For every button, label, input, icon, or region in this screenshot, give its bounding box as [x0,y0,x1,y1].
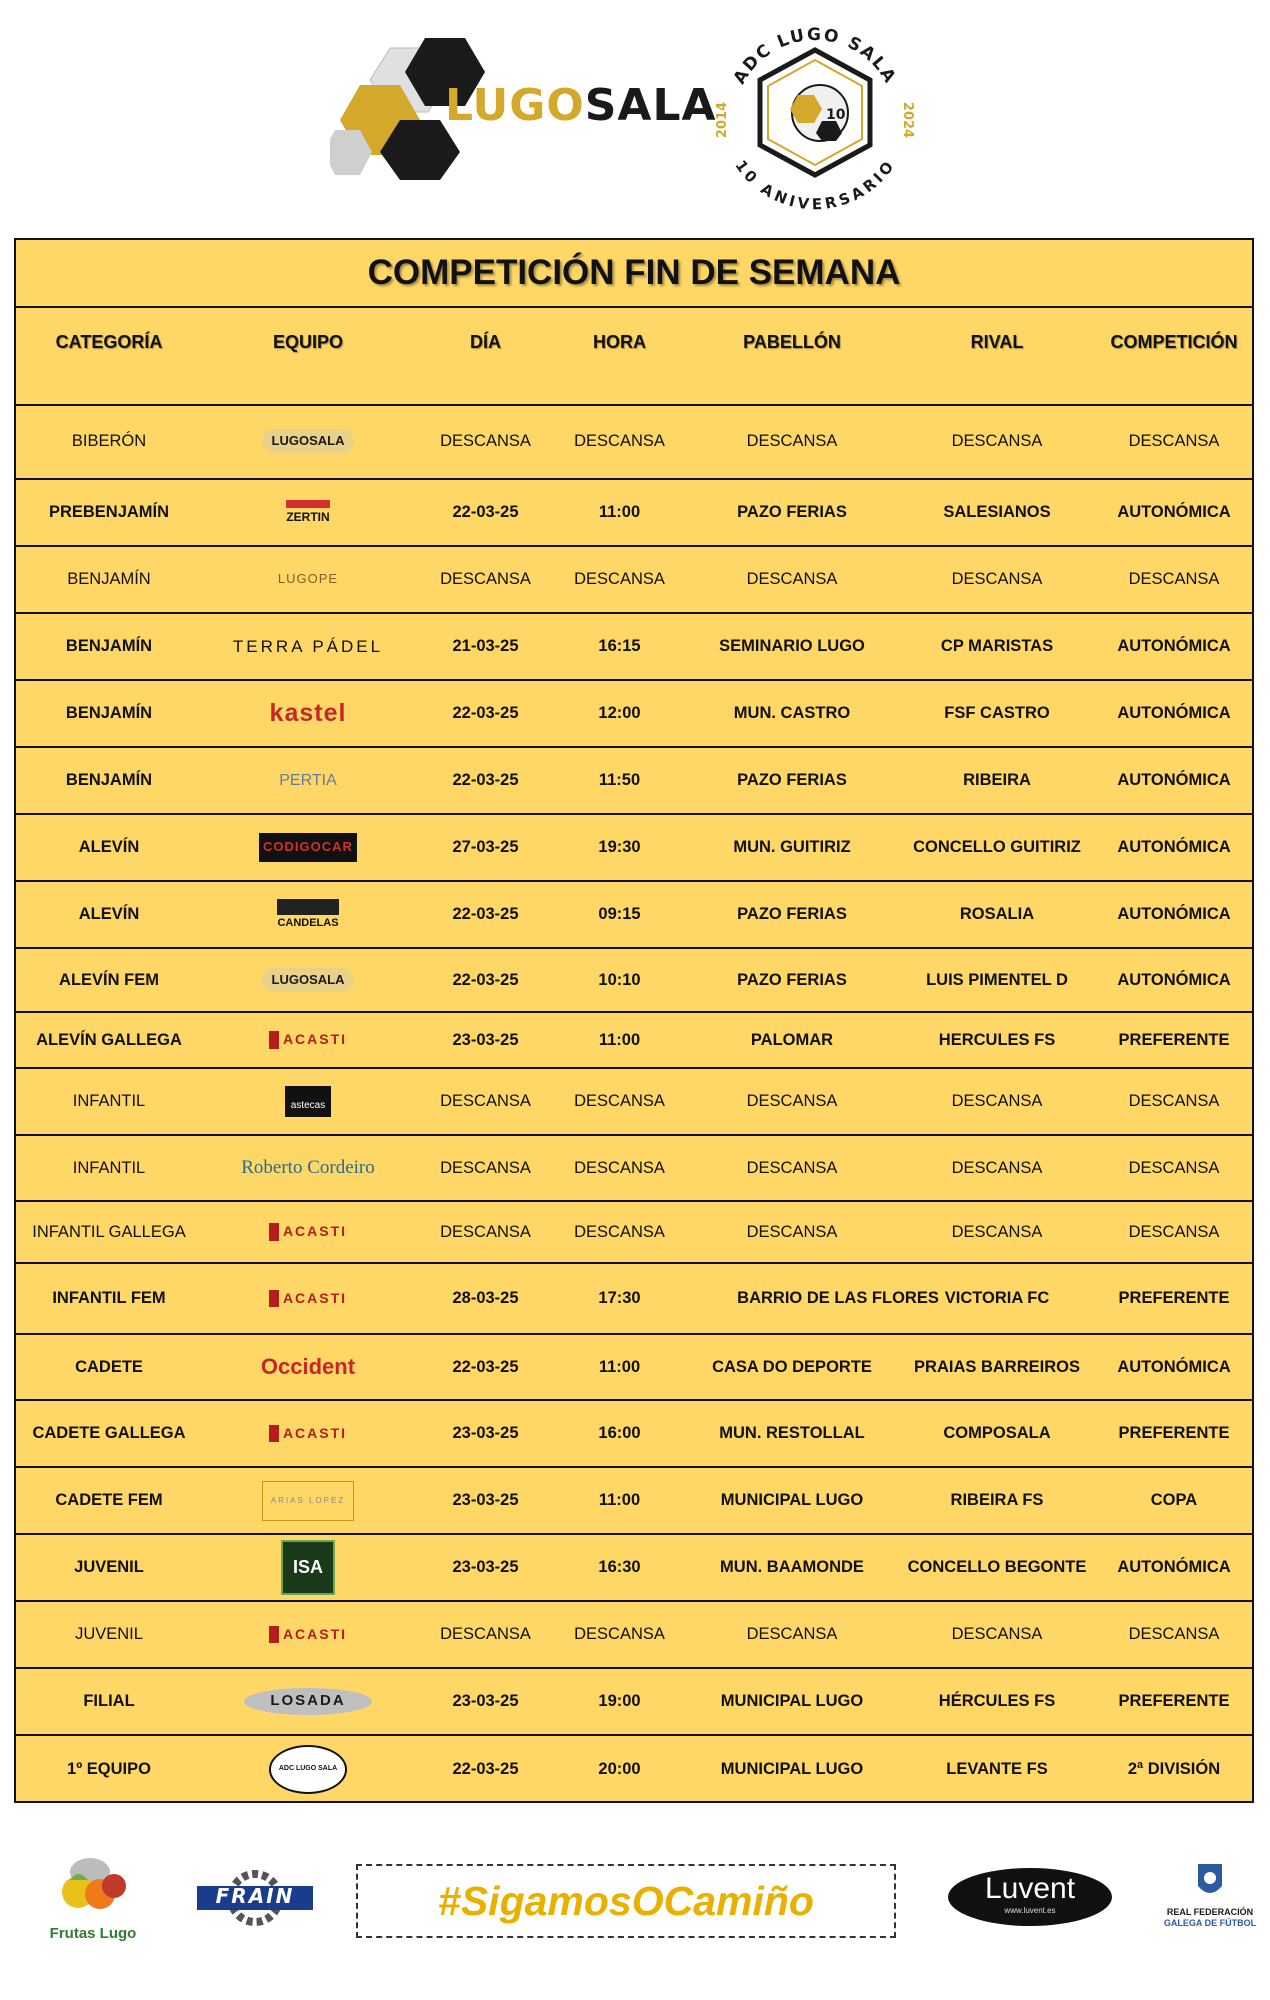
cell-rival: RIBEIRA [963,771,1031,790]
cell-categoria: CADETE [75,1357,143,1376]
sponsor-name: kastel [269,698,347,727]
cell-hora: 10:10 [598,970,641,989]
rfgf-line1: REAL FEDERACIÓN [1166,1907,1254,1917]
cell-pabellon: DESCANSA [746,1158,838,1177]
sponsor-name: ISA [281,1540,335,1595]
lugosala-logo [330,30,717,180]
cell-rival: HÉRCULES FS [938,1692,1056,1711]
cell-pabellon: PAZO FERIAS [737,771,847,790]
cell-competicion: PREFERENTE [1118,1692,1230,1711]
cell-dia: 23-03-25 [452,1030,519,1049]
table-row [16,480,1252,547]
table-row [16,815,1252,882]
cell-equipo [202,614,414,679]
lugosala-wordmark [445,80,717,131]
sponsor-name: ACASTI [269,1290,347,1308]
col-header-hora: HORA [593,331,646,352]
luvent-url: www.luvent.es [1004,1906,1056,1915]
cell-dia: DESCANSA [440,1625,531,1644]
table-row [16,1602,1252,1669]
cell-categoria: INFANTIL [72,1158,146,1177]
cell-competicion: AUTONÓMICA [1117,637,1231,656]
cell-pabellon: DESCANSA [746,431,838,450]
cell-competicion: DESCANSA [1128,1092,1220,1111]
sponsor-name: ADC LUGO SALA [269,1745,347,1794]
cell-competicion: DESCANSA [1128,1222,1220,1241]
cell-hora: 11:00 [598,1357,641,1376]
cell-rival: CONCELLO BEGONTE [907,1558,1087,1577]
team-sponsor-logo [202,547,414,612]
cell-pabellon: DESCANSA [746,1092,838,1111]
cell-hora: 11:00 [598,1030,641,1049]
shield-icon [1160,1862,1260,1902]
cell-categoria: BIBERÓN [71,431,147,450]
col-header-equipo: EQUIPO [272,331,343,352]
cell-equipo [202,815,414,880]
team-sponsor-logo [202,1736,414,1803]
sponsor-name: LUGOSALA [262,429,355,453]
cell-dia: DESCANSA [440,1092,531,1111]
cell-hora: 20:00 [598,1760,641,1779]
cell-rival: ROSALIA [959,905,1035,924]
team-sponsor-logo [202,1136,414,1200]
cell-dia: DESCANSA [440,1222,531,1241]
cell-pabellon: PAZO FERIAS [737,970,847,989]
sponsor-name: CODIGOCAR [259,833,357,861]
cell-hora: DESCANSA [574,1092,665,1111]
cell-categoria: INFANTIL GALLEGA [32,1222,186,1241]
cell-pabellon: CASA DO DEPORTE [712,1357,872,1376]
cell-rival: DESCANSA [951,431,1043,450]
cell-rival: CONCELLO GUITIRIZ [913,838,1081,857]
cell-dia: 23-03-25 [452,1491,519,1510]
cell-equipo [202,1602,414,1667]
cell-rival: FSF CASTRO [944,704,1050,723]
sponsor-name: ACASTI [269,1223,347,1241]
cell-dia: 23-03-25 [452,1558,519,1577]
table-row [16,748,1252,815]
cell-dia: 22-03-25 [452,503,519,522]
cell-competicion: AUTONÓMICA [1117,970,1231,989]
fruit-icon [48,1850,138,1920]
col-header-competicion: COMPETICIÓN [1110,331,1238,352]
anniv-top-text: ADC LUGO SALA [729,24,901,88]
sponsor-name: LOSADA [244,1688,371,1715]
table-row [16,882,1252,949]
cell-competicion: PREFERENTE [1118,1424,1230,1443]
cell-equipo [202,748,414,813]
sponsor-name: LUGOSALA [262,968,355,992]
cell-pabellon: SEMINARIO LUGO [719,637,865,656]
cell-hora: 11:50 [598,771,641,790]
table-row [16,1264,1252,1335]
cell-rival: VICTORIA FC [944,1289,1050,1308]
table-header [16,306,1252,406]
cell-categoria: JUVENIL [75,1625,143,1644]
table-row [16,1736,1252,1803]
cell-rival: LUIS PIMENTEL D [926,970,1068,989]
table-row [16,1013,1252,1069]
cell-hora: 16:00 [598,1424,641,1443]
cell-pabellon: MUNICIPAL LUGO [720,1692,864,1711]
frutas-lugo-logo [48,1850,138,1950]
sponsor-name: ZERTIN [286,500,329,525]
cell-equipo [202,1013,414,1067]
cell-equipo [202,1736,414,1803]
board-title: COMPETICIÓN FIN DE SEMANA [16,240,1252,308]
sponsor-name: TERRA PÁDEL [232,636,384,656]
col-header-rival: RIVAL [970,331,1024,352]
cell-rival: HERCULES FS [938,1030,1056,1049]
cell-pabellon: DESCANSA [746,1222,838,1241]
cell-dia: DESCANSA [440,570,531,589]
table-row [16,1069,1252,1136]
team-sponsor-logo [202,949,414,1011]
sponsor-name: Roberto Cordeiro [241,1157,375,1179]
cell-hora: DESCANSA [574,431,665,450]
cell-equipo [202,1401,414,1466]
cell-rival: SALESIANOS [943,503,1051,522]
team-sponsor-logo [202,1401,414,1466]
cell-equipo [202,1264,414,1333]
cell-equipo [202,547,414,612]
cell-hora: DESCANSA [574,1222,665,1241]
cell-pabellon: BARRIO DE LAS FLORES [737,1289,939,1308]
cell-competicion: AUTONÓMICA [1117,1357,1231,1376]
cell-categoria: ALEVÍN [78,838,140,857]
rfgf-logo [1160,1862,1260,1952]
cell-categoria: ALEVÍN [78,905,140,924]
table-row [16,1468,1252,1535]
sponsor-name: astecas [285,1086,331,1117]
cell-dia: 22-03-25 [452,905,519,924]
cell-hora: 09:15 [598,905,641,924]
cell-competicion: AUTONÓMICA [1117,1558,1231,1577]
cell-competicion: AUTONÓMICA [1117,905,1231,924]
team-sponsor-logo [202,1602,414,1667]
cell-pabellon: MUNICIPAL LUGO [720,1760,864,1779]
cell-hora: 11:00 [598,1491,641,1510]
team-sponsor-logo [202,1013,414,1067]
col-header-pabellon: PABELLÓN [743,331,841,352]
cell-pabellon: PALOMAR [750,1030,834,1049]
hashtag-banner: #SigamosOCamiño [356,1864,896,1938]
cell-equipo [202,681,414,746]
cell-hora: 16:15 [598,637,641,656]
cell-pabellon: MUN. BAAMONDE [720,1558,864,1577]
col-header-dia: DÍA [470,331,501,352]
table-row [16,614,1252,681]
cell-competicion: COPA [1150,1491,1198,1510]
cell-rival: DESCANSA [951,570,1043,589]
cell-hora: 19:30 [598,838,641,857]
cell-dia: 22-03-25 [452,1760,519,1779]
cell-dia: 21-03-25 [452,637,519,656]
cell-rival: DESCANSA [951,1625,1043,1644]
cell-equipo [202,1202,414,1262]
anniv-year-left: 2014 [715,101,730,139]
team-sponsor-logo [202,882,414,947]
cell-equipo [202,404,414,478]
cell-pabellon: PAZO FERIAS [737,905,847,924]
cell-rival: PRAIAS BARREIROS [914,1357,1080,1376]
team-sponsor-logo [202,815,414,880]
table-row [16,681,1252,748]
cell-pabellon: DESCANSA [746,570,838,589]
cell-hora: 11:00 [598,503,641,522]
luvent-label: Luvent [984,1872,1076,1905]
team-sponsor-logo [202,1335,414,1399]
cell-rival: DESCANSA [951,1222,1043,1241]
cell-competicion: DESCANSA [1128,570,1220,589]
table-row [16,1335,1252,1401]
anniversary-logo [710,15,920,215]
cell-hora: 19:00 [598,1692,641,1711]
cell-rival: RIBEIRA FS [950,1491,1044,1510]
cell-equipo [202,1136,414,1200]
brand-sala: SALA [584,80,717,131]
cell-competicion: PREFERENTE [1118,1030,1230,1049]
sponsor-name: ACASTI [269,1031,347,1049]
team-sponsor-logo [202,1669,414,1734]
rfgf-line2: GALEGA DE FÚTBOL [1163,1917,1257,1928]
cell-categoria: INFANTIL FEM [52,1289,166,1308]
brand-lugo: LUGO [445,80,585,131]
team-sponsor-logo [202,1264,414,1333]
cell-pabellon: MUN. CASTRO [733,704,851,723]
table-row [16,1136,1252,1202]
page-header [0,0,1270,230]
anniv-number: 10 [826,107,846,123]
cell-categoria: BENJAMÍN [65,771,153,790]
cell-competicion: 2ª DIVISIÓN [1127,1760,1221,1779]
table-row [16,949,1252,1013]
cell-categoria: ALEVÍN GALLEGA [36,1030,182,1049]
cell-categoria: FILIAL [83,1692,135,1711]
cell-competicion: DESCANSA [1128,1158,1220,1177]
cell-dia: 27-03-25 [452,838,519,857]
team-sponsor-logo [202,1069,414,1134]
cell-rival: LEVANTE FS [946,1760,1048,1779]
cell-categoria: ALEVÍN FEM [59,970,159,989]
cell-categoria: PREBENJAMÍN [48,503,170,522]
table-row [16,1535,1252,1602]
cell-dia: 23-03-25 [452,1424,519,1443]
anniv-year-right: 2024 [900,101,915,139]
cell-categoria: BENJAMÍN [65,704,153,723]
cell-pabellon: PAZO FERIAS [737,503,847,522]
cell-categoria: BENJAMÍN [65,637,153,656]
cell-competicion: PREFERENTE [1118,1289,1230,1308]
cell-hora: DESCANSA [574,1158,665,1177]
cell-categoria: CADETE GALLEGA [32,1424,186,1443]
cell-dia: DESCANSA [440,1158,531,1177]
schedule-board [14,238,1254,1803]
cell-pabellon: MUNICIPAL LUGO [720,1491,864,1510]
table-row [16,1669,1252,1736]
cell-equipo [202,1535,414,1600]
cell-equipo [202,1335,414,1399]
cell-dia: 22-03-25 [452,771,519,790]
cell-rival: COMPOSALA [943,1424,1051,1443]
cell-dia: DESCANSA [440,431,531,450]
cell-competicion: AUTONÓMICA [1117,771,1231,790]
cell-categoria: INFANTIL [72,1092,146,1111]
cell-equipo [202,1669,414,1734]
luvent-logo [945,1866,1115,1936]
cell-dia: 22-03-25 [452,704,519,723]
team-sponsor-logo [202,748,414,813]
sponsor-name: PERTIA [279,771,337,789]
sponsor-name: Occident [260,1354,356,1380]
cell-competicion: DESCANSA [1128,431,1220,450]
cell-dia: 23-03-25 [452,1692,519,1711]
frain-label: FRAIN [215,1884,295,1908]
team-sponsor-logo [202,404,414,478]
team-sponsor-logo [202,1468,414,1533]
cell-competicion: AUTONÓMICA [1117,704,1231,723]
cell-competicion: AUTONÓMICA [1117,503,1231,522]
sponsor-name: ACASTI [269,1425,347,1443]
cell-hora: DESCANSA [574,1625,665,1644]
sponsor-name: ACASTI [269,1626,347,1644]
cell-dia: 22-03-25 [452,1357,519,1376]
cell-categoria: BENJAMÍN [67,570,151,589]
cell-hora: 12:00 [598,704,641,723]
team-sponsor-logo [202,1535,414,1600]
cell-categoria: CADETE FEM [55,1491,163,1510]
team-sponsor-logo [202,480,414,545]
cell-competicion: DESCANSA [1128,1625,1220,1644]
team-sponsor-logo [202,614,414,679]
cell-rival: CP MARISTAS [940,637,1054,656]
team-sponsor-logo [202,1202,414,1262]
cell-equipo [202,1468,414,1533]
cell-competicion: AUTONÓMICA [1117,838,1231,857]
cell-hora: DESCANSA [574,570,665,589]
cell-categoria: JUVENIL [74,1558,144,1577]
cell-dia: 22-03-25 [452,970,519,989]
cell-equipo [202,882,414,947]
table-row [16,547,1252,614]
anniv-bottom-text: 10 ANIVERSARIO [731,156,899,214]
sponsor-name: CANDELAS [277,899,338,931]
frain-logo [195,1868,315,1928]
table-row [16,1202,1252,1264]
col-header-categoria: CATEGORÍA [55,331,163,352]
sponsor-name: ARIAS LOPEZ [262,1481,354,1521]
page-footer [0,1820,1270,2000]
cell-pabellon: MUN. GUITIRIZ [733,838,851,857]
table-row [16,404,1252,480]
cell-hora: 16:30 [598,1558,641,1577]
team-sponsor-logo [202,681,414,746]
cell-pabellon: MUN. RESTOLLAL [719,1424,865,1443]
cell-categoria: 1º EQUIPO [67,1760,151,1779]
cell-pabellon: DESCANSA [746,1625,838,1644]
table-row [16,1401,1252,1468]
cell-hora: 17:30 [598,1289,641,1308]
cell-equipo [202,480,414,545]
cell-equipo [202,949,414,1011]
cell-rival: DESCANSA [951,1158,1043,1177]
frutas-lugo-label: Frutas Lugo [49,1925,137,1942]
cell-rival: DESCANSA [951,1092,1043,1111]
cell-equipo [202,1069,414,1134]
cell-dia: 28-03-25 [452,1289,519,1308]
sponsor-name: LUGOPE [277,571,339,587]
